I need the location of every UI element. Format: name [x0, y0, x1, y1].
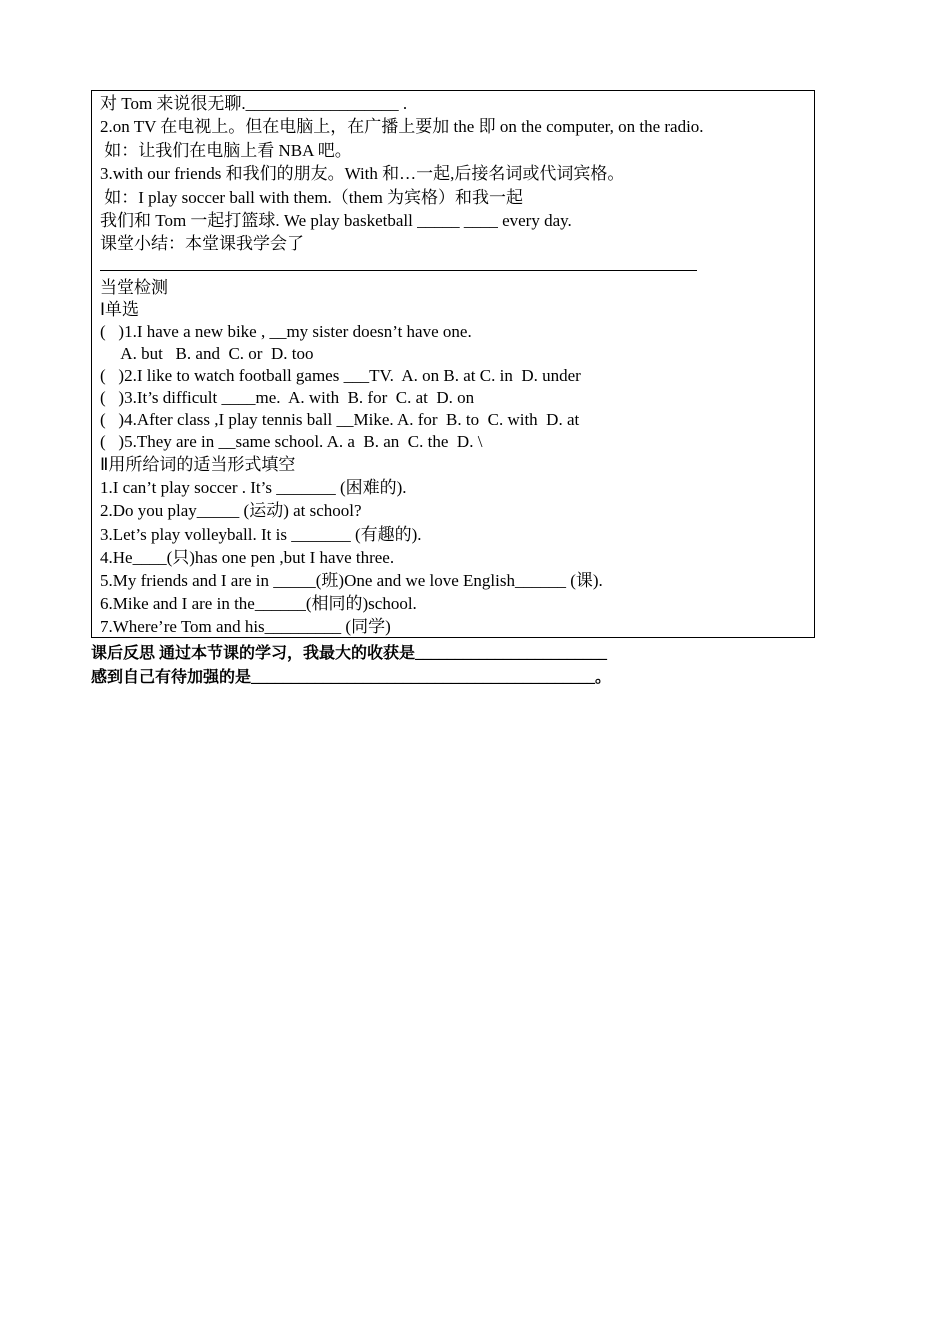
section-fill-in: Ⅱ用所给词的适当形式填空 [100, 455, 296, 475]
note-line-6: 我们和 Tom 一起打篮球. We play basketball _____ ____ every day. [100, 211, 572, 230]
note-line-5: 如：I play soccer ball with them.（them 为宾格）和我一起 [100, 188, 524, 207]
note-line-4: 3.with our friends 和我们的朋友。With 和…一起,后接名词或代词宾格。 [100, 164, 625, 183]
section-single-choice: Ⅰ单选 [100, 300, 140, 320]
fill-7: 7.Where’re Tom and his_________ (同学) [100, 617, 391, 636]
reflection-line: 课后反思 通过本节课的学习，我最大的收获是________________________ [91, 645, 608, 662]
note-line-3: 如：让我们在电脑上看 NBA 吧。 [100, 141, 352, 160]
question-1: ( )1.I have a new bike , __my sister doesn’t have one. [100, 322, 472, 341]
question-1-options: A. but B. and C. or D. too [100, 344, 314, 363]
question-4: ( )4.After class ,I play tennis ball __Mike. A. for B. to C. with D. at [100, 410, 580, 429]
summary-heading: 课堂小结：本堂课我学会了 [100, 234, 304, 254]
fill-4: 4.He____(只)has one pen ,but I have three. [100, 548, 395, 567]
question-3: ( )3.It’s difficult ____me. A. with B. for C. at D. on [100, 388, 475, 407]
note-line-1: 对 Tom 来说很无聊.__________________ . [100, 94, 408, 113]
improvement-line: 感到自己有待加强的是___________________________________________。 [91, 669, 612, 686]
fill-2: 2.Do you play_____ (运动) at school? [100, 501, 362, 520]
fill-1: 1.I can’t play soccer . It’s _______ (困难的). [100, 478, 407, 497]
summary-blank-line [100, 270, 697, 271]
question-5: ( )5.They are in __same school. A. a B. an C. the D. \ [100, 432, 483, 451]
fill-3: 3.Let’s play volleyball. It is _______ (有趣的). [100, 525, 422, 544]
fill-5: 5.My friends and I are in _____(班)One and we love English______ (课). [100, 571, 603, 590]
question-2: ( )2.I like to watch football games ___TV. A. on B. at C. in D. under [100, 366, 581, 385]
test-title: 当堂检测 [100, 278, 168, 298]
note-line-2: 2.on TV 在电视上。但在电脑上，在广播上要加 the 即 on the computer, on the radio. [100, 117, 704, 136]
fill-6: 6.Mike and I are in the______(相同的)school. [100, 594, 417, 613]
